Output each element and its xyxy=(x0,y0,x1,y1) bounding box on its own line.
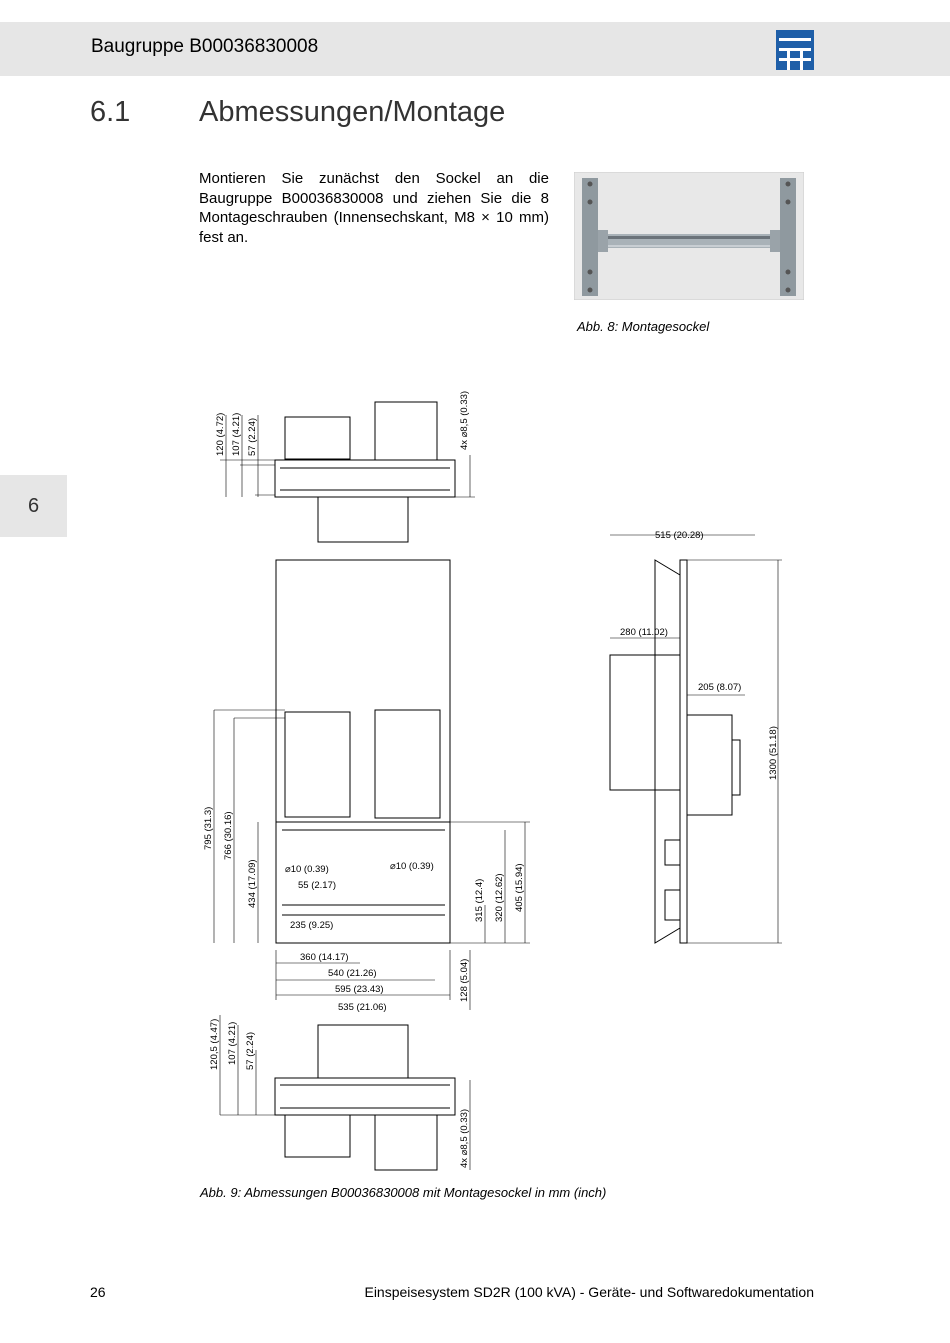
dim-h-795: 795 (31.3) xyxy=(203,806,214,850)
dim-h-434: 434 (17.09) xyxy=(247,859,258,908)
dim-h-315: 315 (12.4) xyxy=(474,878,485,922)
chapter-number: 6 xyxy=(27,494,40,517)
section-title: Abmessungen/Montage xyxy=(199,96,506,128)
dim-w-280: 280 (11.02) xyxy=(620,627,668,638)
document-title: Einspeisesystem SD2R (100 kVA) - Geräte- und Softwaredokumentation xyxy=(364,1284,814,1300)
figure8-caption: Abb. 8: Montagesockel xyxy=(577,319,710,334)
dim-top-57: 57 (2.24) xyxy=(247,417,258,456)
section-number: 6.1 xyxy=(90,96,131,128)
chapter-tab xyxy=(0,475,67,537)
dim-bot-107: 107 (4.21) xyxy=(227,1021,238,1065)
dim-h-128: 128 (5.04) xyxy=(459,958,470,1002)
dim-w-595: 595 (23.43) xyxy=(335,984,384,995)
figure9-caption: Abb. 9: Abmessungen B00036830008 mit Montagesockel in mm (inch) xyxy=(200,1185,607,1200)
dim-w-235: 235 (9.25) xyxy=(290,920,334,931)
dim-w-515: 515 (20.28) xyxy=(655,530,704,541)
dim-top-holes: 4x ⌀8,5 (0.33) xyxy=(459,390,470,450)
top-view-module xyxy=(285,417,350,459)
dim-w-55: 55 (2.17) xyxy=(298,880,337,891)
page-number: 26 xyxy=(90,1284,106,1300)
dim-bot-120-5: 120,5 (4.47) xyxy=(209,1018,220,1070)
top-view-base xyxy=(275,460,455,497)
dim-bot-holes: 4x ⌀8,5 (0.33) xyxy=(459,1108,470,1168)
dim-h-320: 320 (12.62) xyxy=(494,873,505,922)
dim-top-107: 107 (4.21) xyxy=(231,412,242,456)
top-view-box xyxy=(375,402,437,460)
dim-w-535: 535 (21.06) xyxy=(338,1002,387,1013)
header-title: Baugruppe B00036830008 xyxy=(91,36,319,57)
dim-w-360: 360 (14.17) xyxy=(300,952,349,963)
dim-h-1300: 1300 (51.18) xyxy=(768,726,779,780)
dimension-drawing xyxy=(190,360,810,1180)
mounting-base-photo xyxy=(574,172,804,300)
dim-h-405: 405 (15.94) xyxy=(514,863,525,912)
dim-d-10b: ⌀10 (0.39) xyxy=(390,861,434,872)
dim-w-205: 205 (8.07) xyxy=(698,682,742,693)
dim-bot-57: 57 (2.24) xyxy=(245,1031,256,1070)
side-view-housing xyxy=(680,560,687,943)
dim-d-10a: ⌀10 (0.39) xyxy=(285,864,329,875)
dim-top-120: 120 (4.72) xyxy=(215,412,226,456)
intro-paragraph: Montieren Sie zunächst den Sockel an die Baugruppe B00036830008 und ziehen Sie die 8 Montageschrauben (Innensechskant, M8 × 10 mm) fest an. xyxy=(199,170,549,246)
dim-h-766: 766 (30.16) xyxy=(223,811,234,860)
dim-w-540: 540 (21.26) xyxy=(328,968,377,979)
company-logo-icon xyxy=(776,30,814,70)
